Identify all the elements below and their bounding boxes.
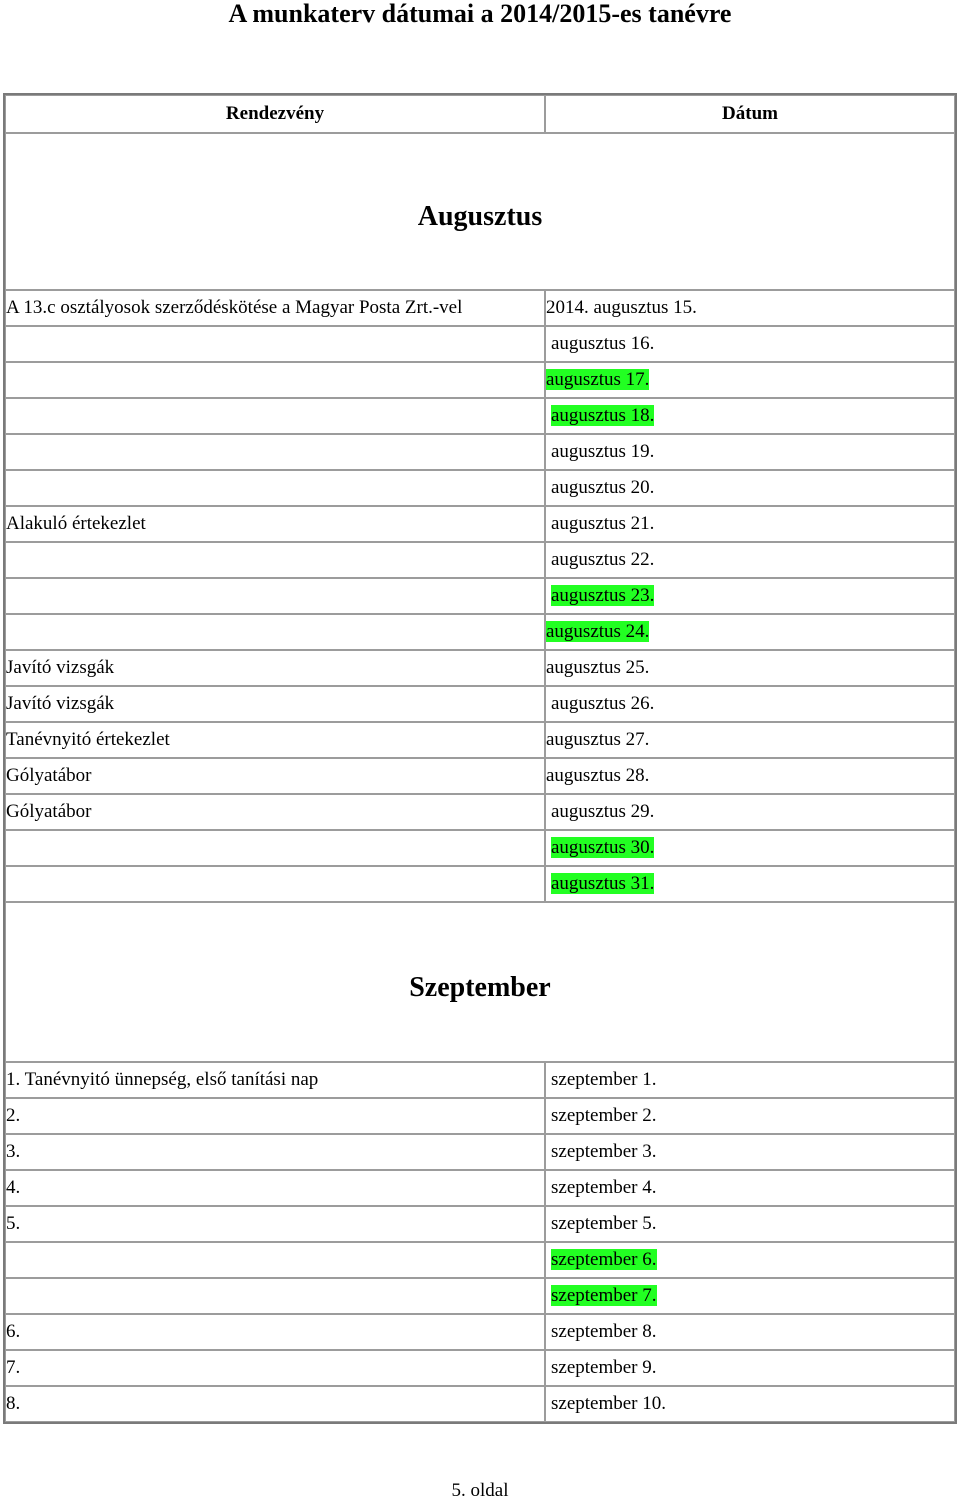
date-cell bbox=[545, 1098, 955, 1134]
event-cell: Gólyatábor bbox=[5, 758, 545, 794]
event-cell: 1. Tanévnyitó ünnepség, első tanítási nap bbox=[5, 1062, 545, 1098]
event-cell bbox=[5, 398, 545, 434]
date-cell bbox=[545, 578, 955, 614]
date-text: szeptember 4. bbox=[551, 1177, 657, 1198]
event-cell bbox=[5, 614, 545, 650]
month-title: Augusztus bbox=[5, 133, 955, 290]
event-cell bbox=[5, 1242, 545, 1278]
date-text: szeptember 6. bbox=[551, 1249, 657, 1270]
table-row bbox=[5, 434, 955, 470]
date-text: augusztus 29. bbox=[551, 801, 655, 822]
event-cell: 2. bbox=[5, 1098, 545, 1134]
event-cell bbox=[5, 1278, 545, 1314]
date-cell bbox=[545, 434, 955, 470]
table-row bbox=[5, 650, 955, 686]
date-text: szeptember 10. bbox=[551, 1393, 667, 1414]
event-cell bbox=[5, 434, 545, 470]
event-cell: 7. bbox=[5, 1350, 545, 1386]
table-row bbox=[5, 398, 955, 434]
table-row bbox=[5, 1206, 955, 1242]
date-cell bbox=[545, 722, 955, 758]
date-text: augusztus 26. bbox=[551, 693, 655, 714]
month-header-row bbox=[5, 902, 955, 1062]
table-row bbox=[5, 290, 955, 326]
page-number: 5. oldal bbox=[451, 1480, 509, 1501]
event-cell bbox=[5, 326, 545, 362]
date-cell bbox=[545, 326, 955, 362]
table-row bbox=[5, 794, 955, 830]
event-cell bbox=[5, 866, 545, 902]
table-row bbox=[5, 686, 955, 722]
date-cell bbox=[545, 1134, 955, 1170]
table-row bbox=[5, 326, 955, 362]
event-cell: 6. bbox=[5, 1314, 545, 1350]
date-cell bbox=[545, 1278, 955, 1314]
schedule-body bbox=[5, 133, 955, 1422]
table-row bbox=[5, 578, 955, 614]
date-text: augusztus 25. bbox=[546, 657, 650, 678]
date-cell bbox=[545, 1170, 955, 1206]
table-row bbox=[5, 1350, 955, 1386]
table-row bbox=[5, 1170, 955, 1206]
date-cell bbox=[545, 758, 955, 794]
date-cell bbox=[545, 1386, 955, 1422]
table-row bbox=[5, 1098, 955, 1134]
date-text: augusztus 28. bbox=[546, 765, 650, 786]
table-row bbox=[5, 470, 955, 506]
date-cell bbox=[545, 1242, 955, 1278]
table-row bbox=[5, 1062, 955, 1098]
date-text: augusztus 16. bbox=[551, 333, 655, 354]
table-row bbox=[5, 866, 955, 902]
event-cell: Javító vizsgák bbox=[5, 686, 545, 722]
date-text: szeptember 8. bbox=[551, 1321, 657, 1342]
column-header-event: Rendezvény bbox=[5, 95, 545, 133]
event-cell: Javító vizsgák bbox=[5, 650, 545, 686]
date-cell bbox=[545, 686, 955, 722]
date-text: augusztus 20. bbox=[551, 477, 655, 498]
date-cell bbox=[545, 470, 955, 506]
schedule-table bbox=[3, 93, 957, 1424]
table-row bbox=[5, 614, 955, 650]
date-cell bbox=[545, 1314, 955, 1350]
date-cell bbox=[545, 794, 955, 830]
table-row bbox=[5, 1278, 955, 1314]
date-cell bbox=[545, 506, 955, 542]
table-row bbox=[5, 758, 955, 794]
event-cell bbox=[5, 362, 545, 398]
date-text: szeptember 3. bbox=[551, 1141, 657, 1162]
date-cell bbox=[545, 362, 955, 398]
event-cell bbox=[5, 830, 545, 866]
date-cell bbox=[545, 866, 955, 902]
event-cell: Gólyatábor bbox=[5, 794, 545, 830]
event-cell: 4. bbox=[5, 1170, 545, 1206]
event-cell bbox=[5, 542, 545, 578]
event-cell: A 13.c osztályosok szerződéskötése a Magyar Posta Zrt.-vel bbox=[5, 290, 545, 326]
event-cell: Tanévnyitó értekezlet bbox=[5, 722, 545, 758]
date-text: augusztus 27. bbox=[546, 729, 650, 750]
date-text: szeptember 7. bbox=[551, 1285, 657, 1306]
event-cell: 3. bbox=[5, 1134, 545, 1170]
date-text: augusztus 30. bbox=[551, 837, 655, 858]
date-cell bbox=[545, 650, 955, 686]
date-text: augusztus 19. bbox=[551, 441, 655, 462]
table-row bbox=[5, 830, 955, 866]
table-row bbox=[5, 1386, 955, 1422]
event-cell: 8. bbox=[5, 1386, 545, 1422]
date-text: szeptember 1. bbox=[551, 1069, 657, 1090]
month-header-row bbox=[5, 133, 955, 290]
date-text: augusztus 18. bbox=[551, 405, 655, 426]
date-text: szeptember 2. bbox=[551, 1105, 657, 1126]
date-text: augusztus 21. bbox=[551, 513, 655, 534]
date-cell bbox=[545, 542, 955, 578]
event-cell: Alakuló értekezlet bbox=[5, 506, 545, 542]
date-text: 2014. augusztus 15. bbox=[546, 297, 697, 318]
table-row bbox=[5, 506, 955, 542]
table-row bbox=[5, 1134, 955, 1170]
date-text: augusztus 31. bbox=[551, 873, 655, 894]
event-cell: 5. bbox=[5, 1206, 545, 1242]
month-title: Szeptember bbox=[5, 902, 955, 1062]
page-title: A munkaterv dátumai a 2014/2015-es tanévre bbox=[228, 0, 732, 28]
event-cell bbox=[5, 470, 545, 506]
date-cell bbox=[545, 830, 955, 866]
date-cell bbox=[545, 1350, 955, 1386]
date-text: szeptember 9. bbox=[551, 1357, 657, 1378]
date-text: augusztus 23. bbox=[551, 585, 655, 606]
table-header-row bbox=[5, 95, 955, 133]
table-row bbox=[5, 1314, 955, 1350]
date-text: augusztus 22. bbox=[551, 549, 655, 570]
date-text: szeptember 5. bbox=[551, 1213, 657, 1234]
date-text: augusztus 24. bbox=[546, 621, 650, 642]
table-row bbox=[5, 362, 955, 398]
date-cell bbox=[545, 1062, 955, 1098]
date-cell bbox=[545, 398, 955, 434]
table-row bbox=[5, 1242, 955, 1278]
date-cell bbox=[545, 614, 955, 650]
date-text: augusztus 17. bbox=[546, 369, 650, 390]
column-header-date: Dátum bbox=[545, 95, 955, 133]
table-row bbox=[5, 722, 955, 758]
event-cell bbox=[5, 578, 545, 614]
date-cell bbox=[545, 1206, 955, 1242]
table-row bbox=[5, 542, 955, 578]
date-cell bbox=[545, 290, 955, 326]
